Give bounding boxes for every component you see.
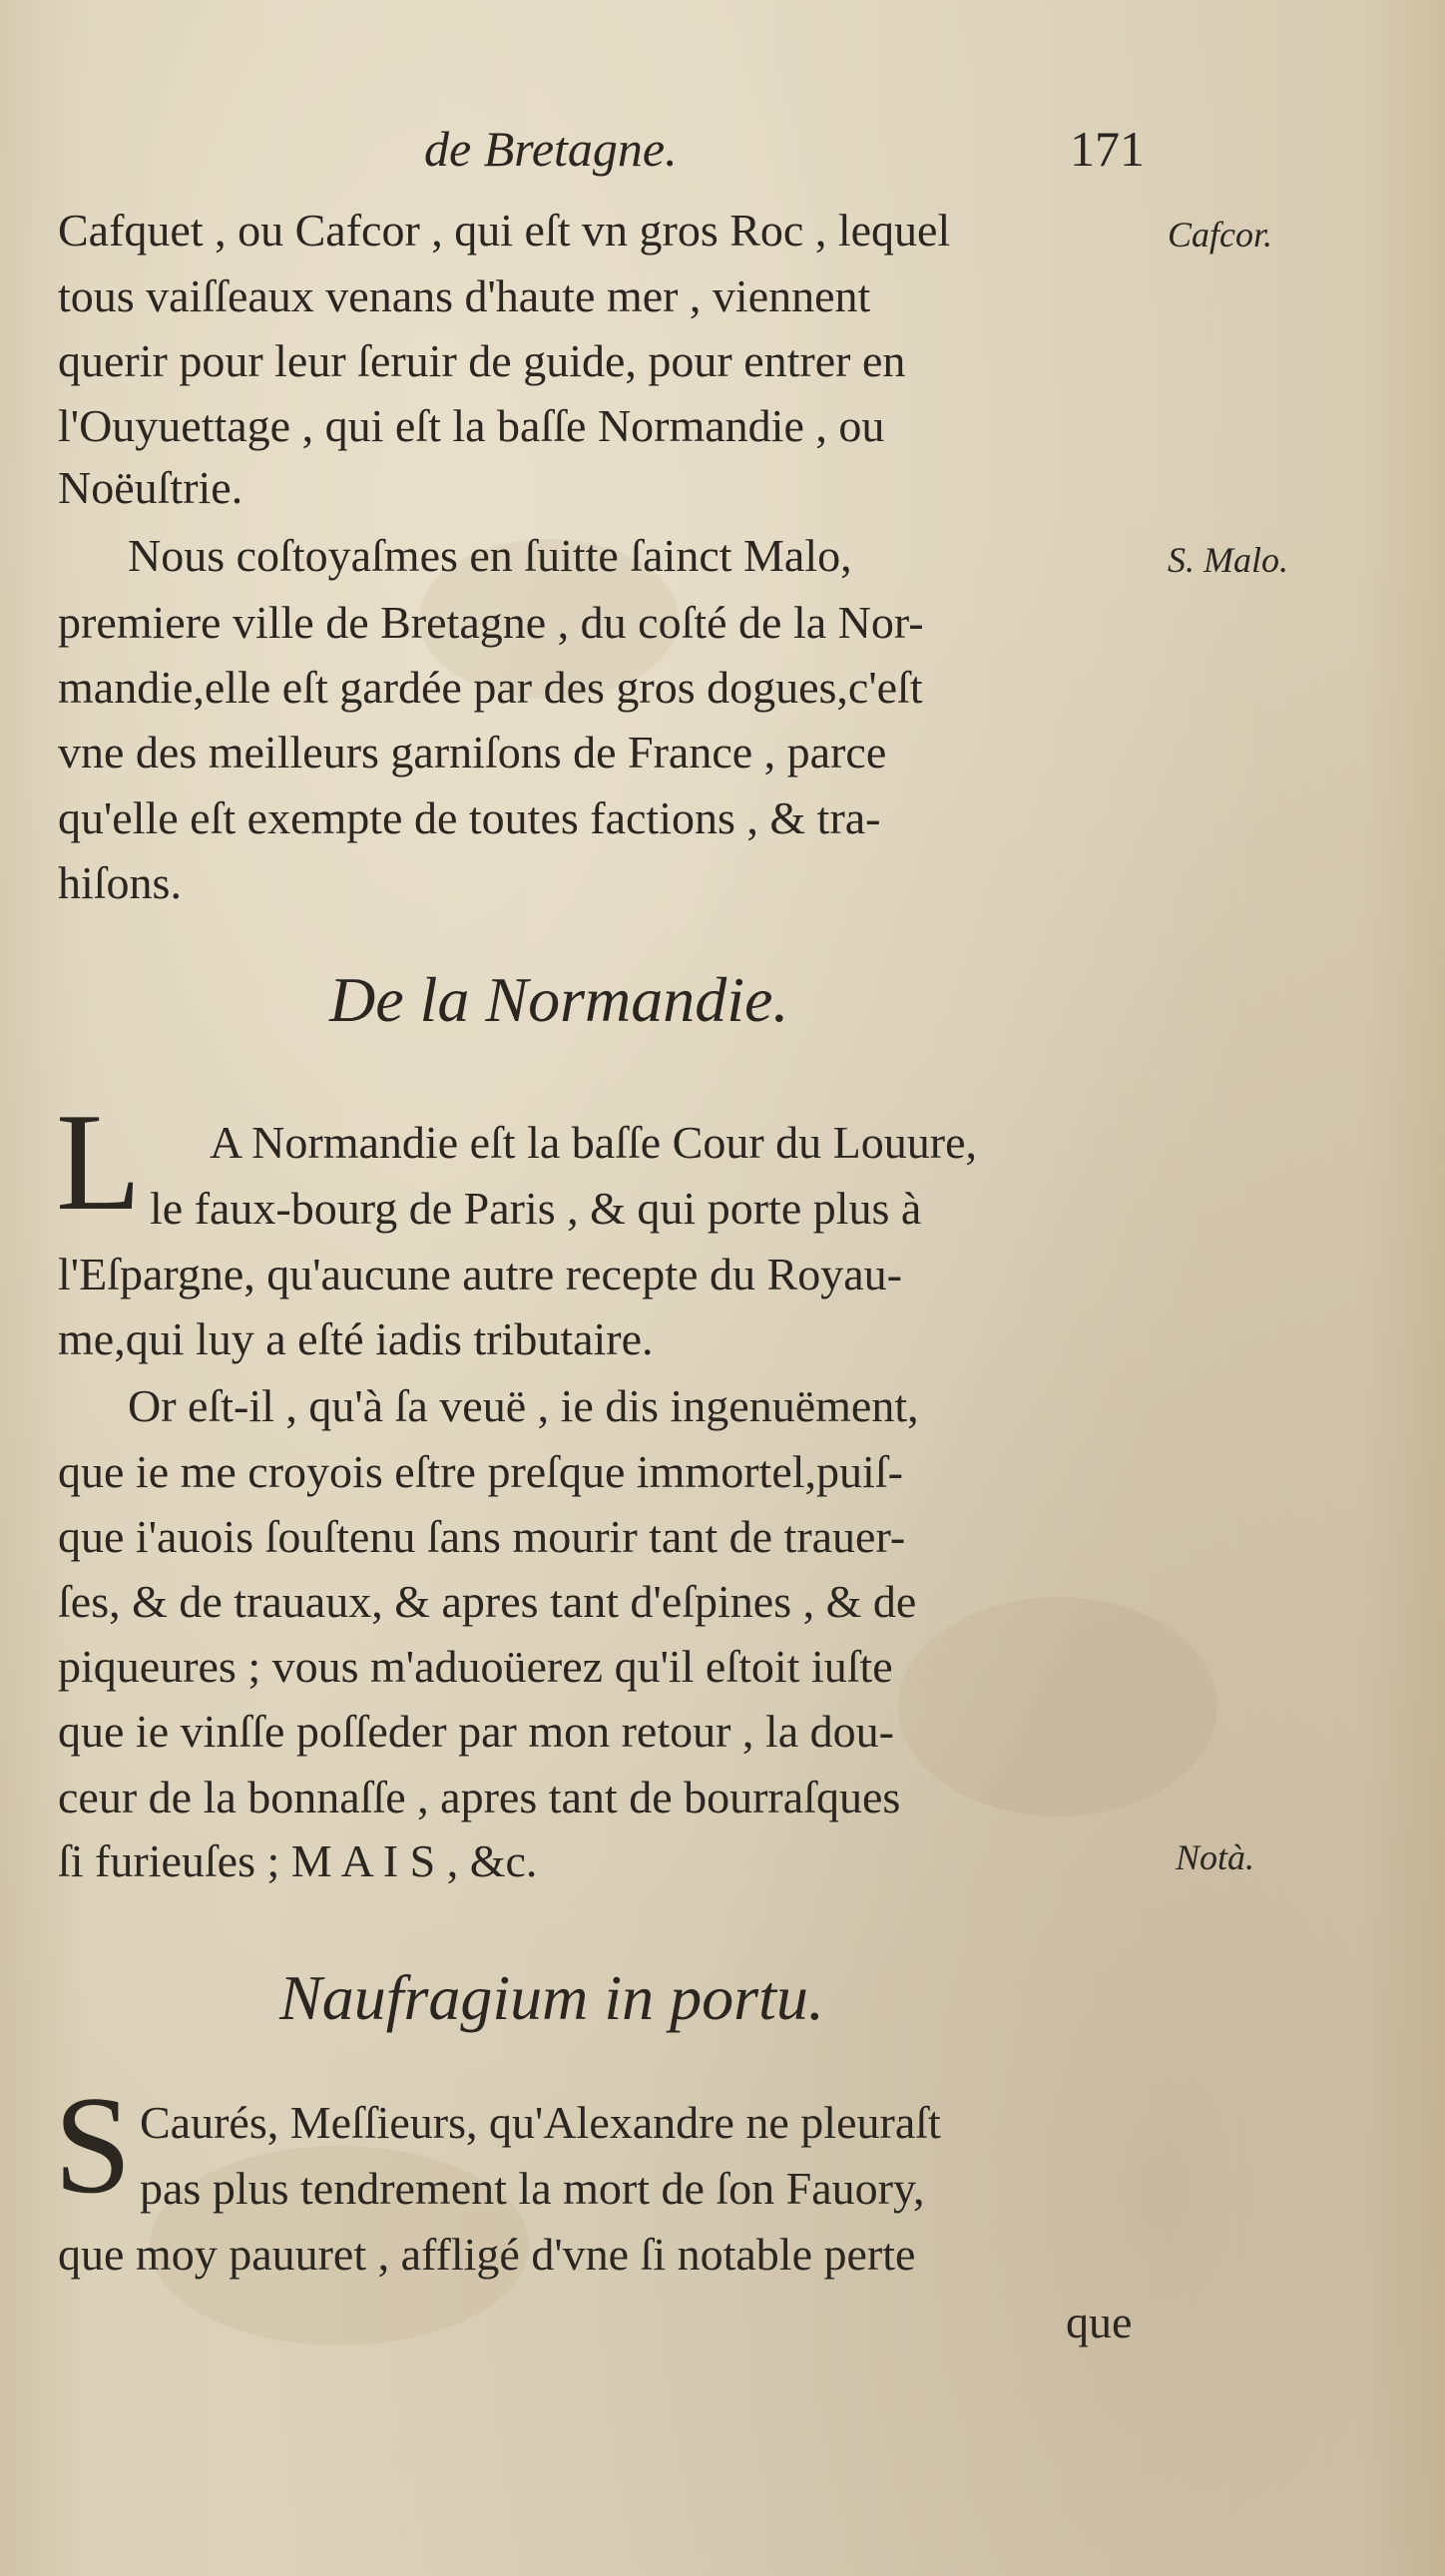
drop-cap: S xyxy=(54,2068,132,2223)
text-line: l'Eſpargne, qu'aucune autre recepte du Royau- xyxy=(58,1249,902,1299)
text-line: mandie,elle eſt gardée par des gros dogues,c'eſt xyxy=(58,662,923,713)
paper-stain xyxy=(898,1597,1217,1816)
text-line: que moy pauuret , affligé d'vne ſi notable perte xyxy=(58,2229,916,2280)
page-number: 171 xyxy=(1070,121,1145,177)
text-line: le faux-bourg de Paris , & qui porte plus à xyxy=(150,1183,922,1234)
running-head-title: de Bretagne. xyxy=(424,121,678,177)
text-line: ſi furieuſes ; M A I S , &c. xyxy=(58,1835,538,1886)
section-heading: De la Normandie. xyxy=(329,964,789,1035)
text-line: Cafquet , ou Cafcor , qui eſt vn gros Roc , lequel xyxy=(58,205,951,256)
section-heading: Naufragium in portu. xyxy=(279,1962,824,2033)
drop-cap: L xyxy=(56,1085,142,1240)
text-line: ſes, & de trauaux, & apres tant d'eſpines , & de xyxy=(58,1576,917,1627)
text-line: qu'elle eſt exempte de toutes factions , & tra- xyxy=(58,792,881,843)
catchword: que xyxy=(1066,2297,1133,2347)
text-line: Or eſt-il , qu'à ſa veuë , ie dis ingenuëment, xyxy=(128,1380,919,1431)
margin-note: S. Malo. xyxy=(1168,540,1288,580)
text-line: piqueures ; vous m'aduoüerez qu'il eſtoit iuſte xyxy=(58,1641,893,1692)
text-line: que i'auois ſouſtenu ſans mourir tant de trauer- xyxy=(58,1511,906,1562)
text-line: Nous coſtoyaſmes en ſuitte ſainct Malo, xyxy=(128,530,852,581)
text-line: premiere ville de Bretagne , du coſté de la Nor- xyxy=(58,597,924,648)
text-line: que ie vinſſe poſſeder par mon retour , la dou- xyxy=(58,1706,894,1757)
text-line: me,qui luy a eſté iadis tributaire. xyxy=(58,1313,654,1364)
margin-note: Notà. xyxy=(1176,1837,1255,1877)
text-line: tous vaiſſeaux venans d'haute mer , viennent xyxy=(58,270,871,321)
text-line: pas plus tendrement la mort de ſon Fauory, xyxy=(140,2163,925,2214)
text-line: ceur de la bonnaſſe , apres tant de bourraſques xyxy=(58,1772,901,1822)
text-line: Noëuſtrie. xyxy=(58,462,243,513)
text-line: que ie me croyois eſtre preſque immortel,puiſ- xyxy=(58,1446,903,1497)
margin-note: Cafcor. xyxy=(1168,215,1273,255)
text-line: A Normandie eſt la baſſe Cour du Louure, xyxy=(210,1117,978,1168)
text-line: hiſons. xyxy=(58,857,182,908)
text-line: l'Ouyuettage , qui eſt la baſſe Normandie , ou xyxy=(58,400,885,451)
text-line: querir pour leur ſeruir de guide, pour entrer en xyxy=(58,335,906,386)
text-line: Caurés, Meſſieurs, qu'Alexandre ne pleuraſt xyxy=(140,2097,941,2148)
text-line: vne des meilleurs garniſons de France , parce xyxy=(58,727,887,777)
